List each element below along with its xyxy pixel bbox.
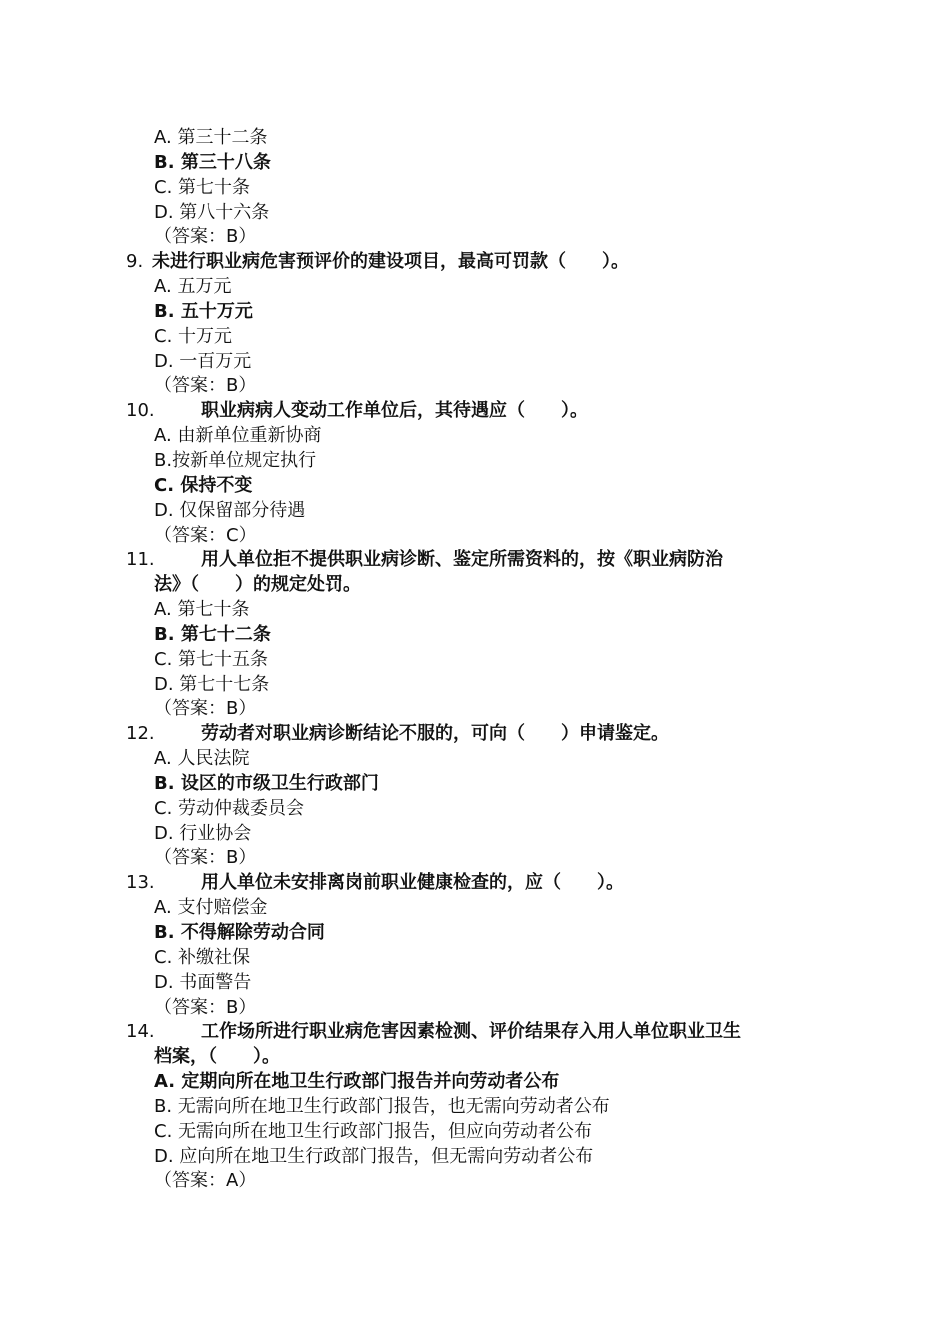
question-number: 11. — [126, 549, 155, 571]
question-text: 用人单位拒不提供职业病诊断、鉴定所需资料的，按《职业病防治 — [201, 549, 723, 571]
answer-line: （答案：B） — [154, 375, 257, 397]
option: D. 第八十六条 — [154, 201, 270, 223]
question-line — [0, 548, 950, 573]
option: A. 支付赔偿金 — [154, 897, 268, 919]
option-correct: B. 不得解除劳动合同 — [154, 922, 325, 943]
option: D. 一百万元 — [154, 350, 252, 372]
answer-line: （答案：C） — [154, 524, 257, 546]
question-number: 9. — [126, 251, 144, 273]
option: A. 第三十二条 — [154, 127, 268, 148]
answer-line: （答案：B） — [154, 996, 257, 1018]
question-line — [0, 871, 950, 896]
option: B.按新单位规定执行 — [154, 449, 317, 471]
option: C. 劳动仲裁委员会 — [154, 797, 305, 819]
answer-line: （答案：B） — [154, 698, 257, 720]
option: D. 应向所在地卫生行政部门报告，但无需向劳动者公布 — [154, 1145, 594, 1167]
question-number: 14. — [126, 1021, 155, 1043]
option: C. 无需向所在地卫生行政部门报告，但应向劳动者公布 — [154, 1120, 593, 1142]
option: C. 补缴社保 — [154, 946, 251, 968]
option: D. 书面警告 — [154, 971, 252, 993]
option: B. 无需向所在地卫生行政部门报告，也无需向劳动者公布 — [154, 1095, 610, 1117]
question-text: 劳动者对职业病诊断结论不服的，可向（ ）申请鉴定。 — [201, 723, 669, 745]
option-correct: B. 五十万元 — [154, 300, 253, 322]
question-text: 用人单位未安排离岗前职业健康检查的，应（ ）。 — [201, 872, 624, 894]
question-text: 工作场所进行职业病危害因素检测、评价结果存入用人单位职业卫生 — [201, 1021, 741, 1043]
option: D. 仅保留部分待遇 — [154, 499, 306, 521]
question-text: 职业病病人变动工作单位后，其待遇应（ ）。 — [201, 400, 588, 422]
question-continuation: 法》（ ）的规定处罚。 — [154, 574, 361, 596]
option: A. 人民法院 — [154, 748, 250, 770]
option: C. 第七十条 — [154, 176, 251, 198]
option: A. 由新单位重新协商 — [154, 425, 322, 447]
answer-line: （答案：B） — [154, 847, 257, 869]
question-line — [0, 399, 950, 424]
question-line — [0, 1020, 950, 1045]
question-number: 13. — [126, 872, 155, 894]
option-correct: B. 设区的市级卫生行政部门 — [154, 772, 379, 794]
option: A. 五万元 — [154, 276, 232, 298]
option-correct: B. 第三十八条 — [154, 151, 271, 173]
question-number: 12. — [126, 723, 155, 745]
option-correct: C. 保持不变 — [154, 474, 253, 496]
question-text: 未进行职业病危害预评价的建设项目，最高可罚款（ ）。 — [152, 251, 629, 273]
exam-document — [0, 126, 950, 1194]
option-correct: A. 定期向所在地卫生行政部门报告并向劳动者公布 — [154, 1071, 560, 1093]
question-line — [0, 250, 950, 275]
option: C. 十万元 — [154, 325, 233, 347]
option: A. 第七十条 — [154, 599, 250, 621]
option: D. 第七十七条 — [154, 673, 270, 695]
question-line — [0, 722, 950, 747]
answer-line: （答案：B） — [154, 226, 257, 248]
option: D. 行业协会 — [154, 822, 252, 844]
option: C. 第七十五条 — [154, 648, 269, 670]
option-correct: B. 第七十二条 — [154, 623, 271, 645]
question-continuation: 档案，（ ）。 — [154, 1046, 280, 1068]
question-number: 10. — [126, 400, 155, 422]
answer-line: （答案：A） — [154, 1170, 257, 1192]
